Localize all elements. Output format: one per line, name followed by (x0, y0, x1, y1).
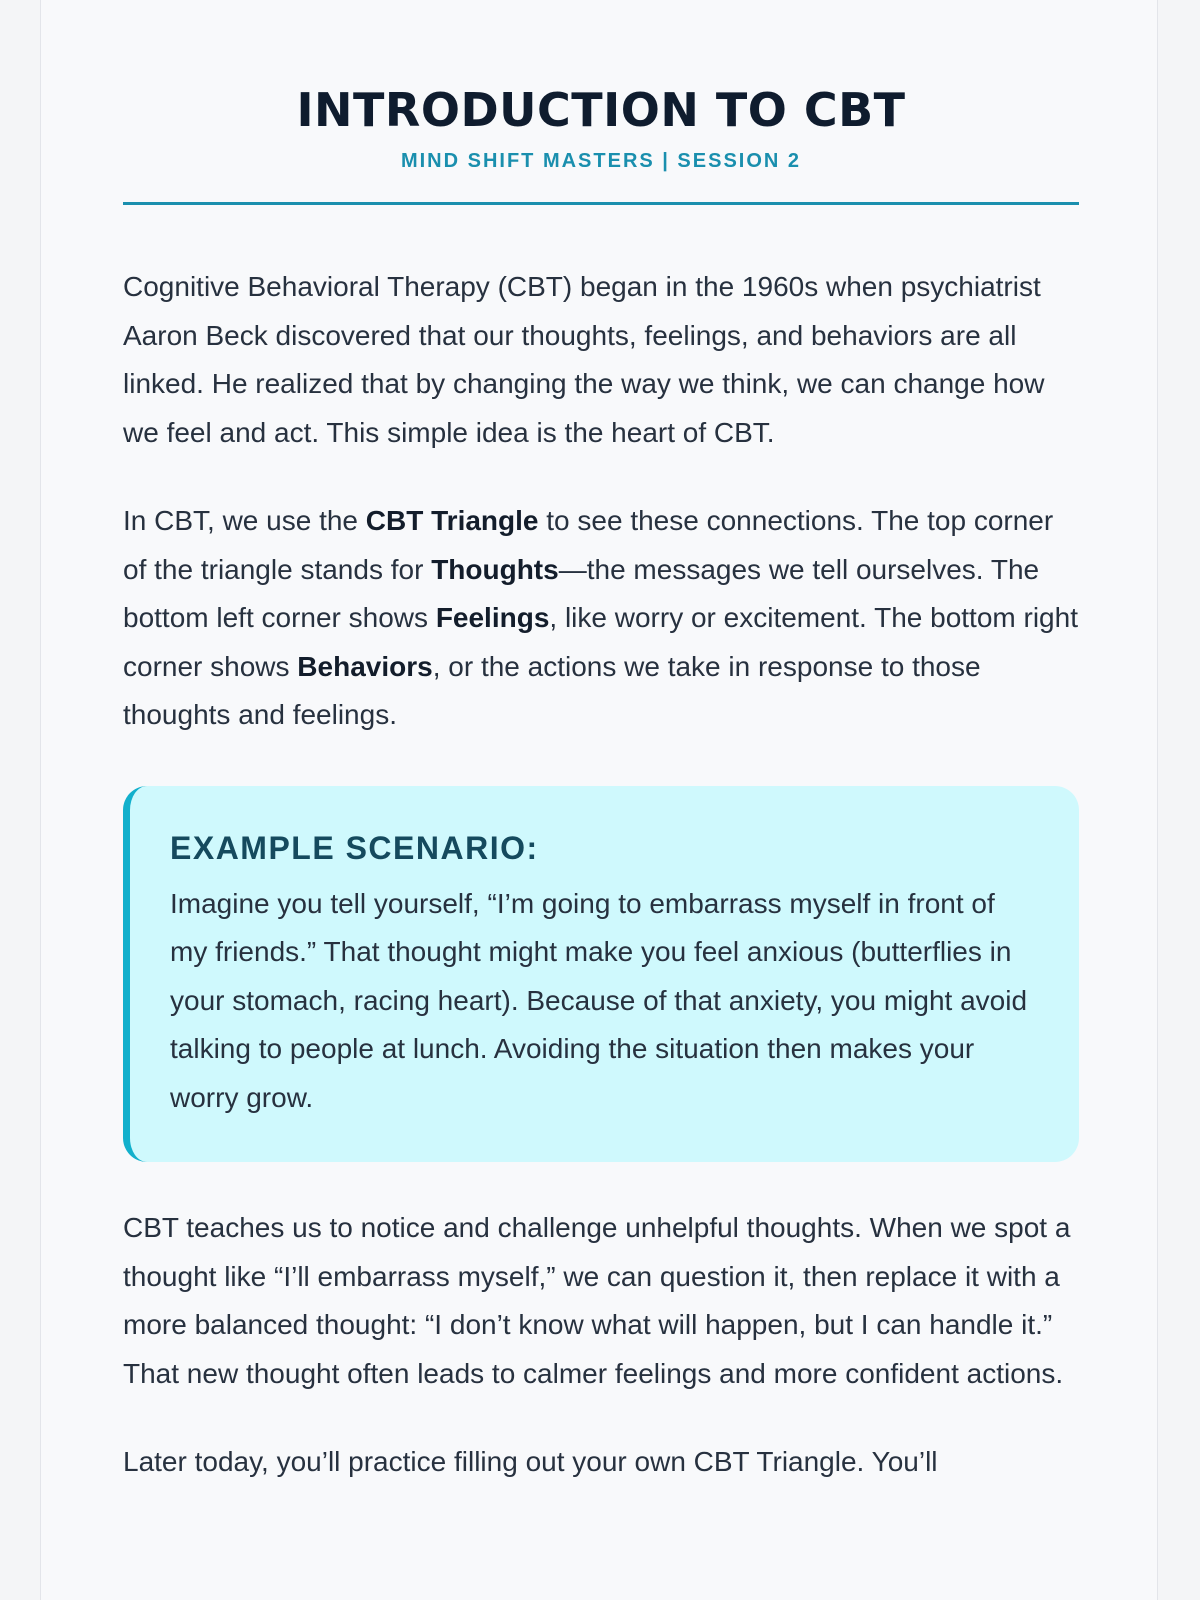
callout-text: Imagine you tell yourself, “I’m going to embarrass myself in front of my friends.” That thought might make you feel anxious (butterflies in your stomach, racing heart). Because of that anxiety, you might avoid talking to people at lunch. Avoiding the situation then makes your worry grow. (170, 887, 1028, 1113)
text-span: In CBT, we use the (123, 505, 366, 536)
text-span: , or the actions we take in response to those thoughts and feelings. (123, 650, 981, 730)
bold-term-cbt-triangle: CBT Triangle (365, 505, 539, 536)
text-span: to see these connections. The top corner of the triangle stands for (123, 505, 1054, 585)
document-content (123, 0, 1079, 1487)
page-title: INTRODUCTION TO CBT (296, 83, 906, 137)
paragraph-cbt-triangle (123, 497, 1079, 740)
document-page (40, 0, 1158, 1600)
text-span: , like worry or excitement. The bottom right corner shows (123, 602, 1078, 682)
paragraph-challenge-thoughts: CBT teaches us to notice and challenge unhelpful thoughts. When we spot a thought like “I’ll embarrass myself,” we can question it, then replace it with a more balanced thought: “I don’t know what will happen, but I can handle it.” That new thought often leads to calmer feelings and more confident actions. (123, 1212, 1071, 1389)
callout-title: EXAMPLE SCENARIO: (170, 829, 539, 866)
example-scenario-callout (123, 786, 1079, 1163)
bold-term-behaviors: Behaviors (297, 650, 433, 682)
header-divider (123, 202, 1079, 205)
text-span: —the messages we tell ourselves. The bottom left corner shows (123, 553, 1040, 633)
paragraph-practice: Later today, you’ll practice filling out your own CBT Triangle. You’ll (123, 1446, 938, 1477)
bold-term-thoughts: Thoughts (431, 553, 559, 585)
bold-term-feelings: Feelings (435, 602, 550, 633)
paragraph-history: Cognitive Behavioral Therapy (CBT) began in the 1960s when psychiatrist Aaron Beck discovered that our thoughts, feelings, and behaviors are all linked. He realized that by changing the way we think, we can change how we feel and act. This simple idea is the heart of CBT. (123, 271, 1045, 448)
page-subtitle: MIND SHIFT MASTERS | SESSION 2 (400, 150, 802, 172)
